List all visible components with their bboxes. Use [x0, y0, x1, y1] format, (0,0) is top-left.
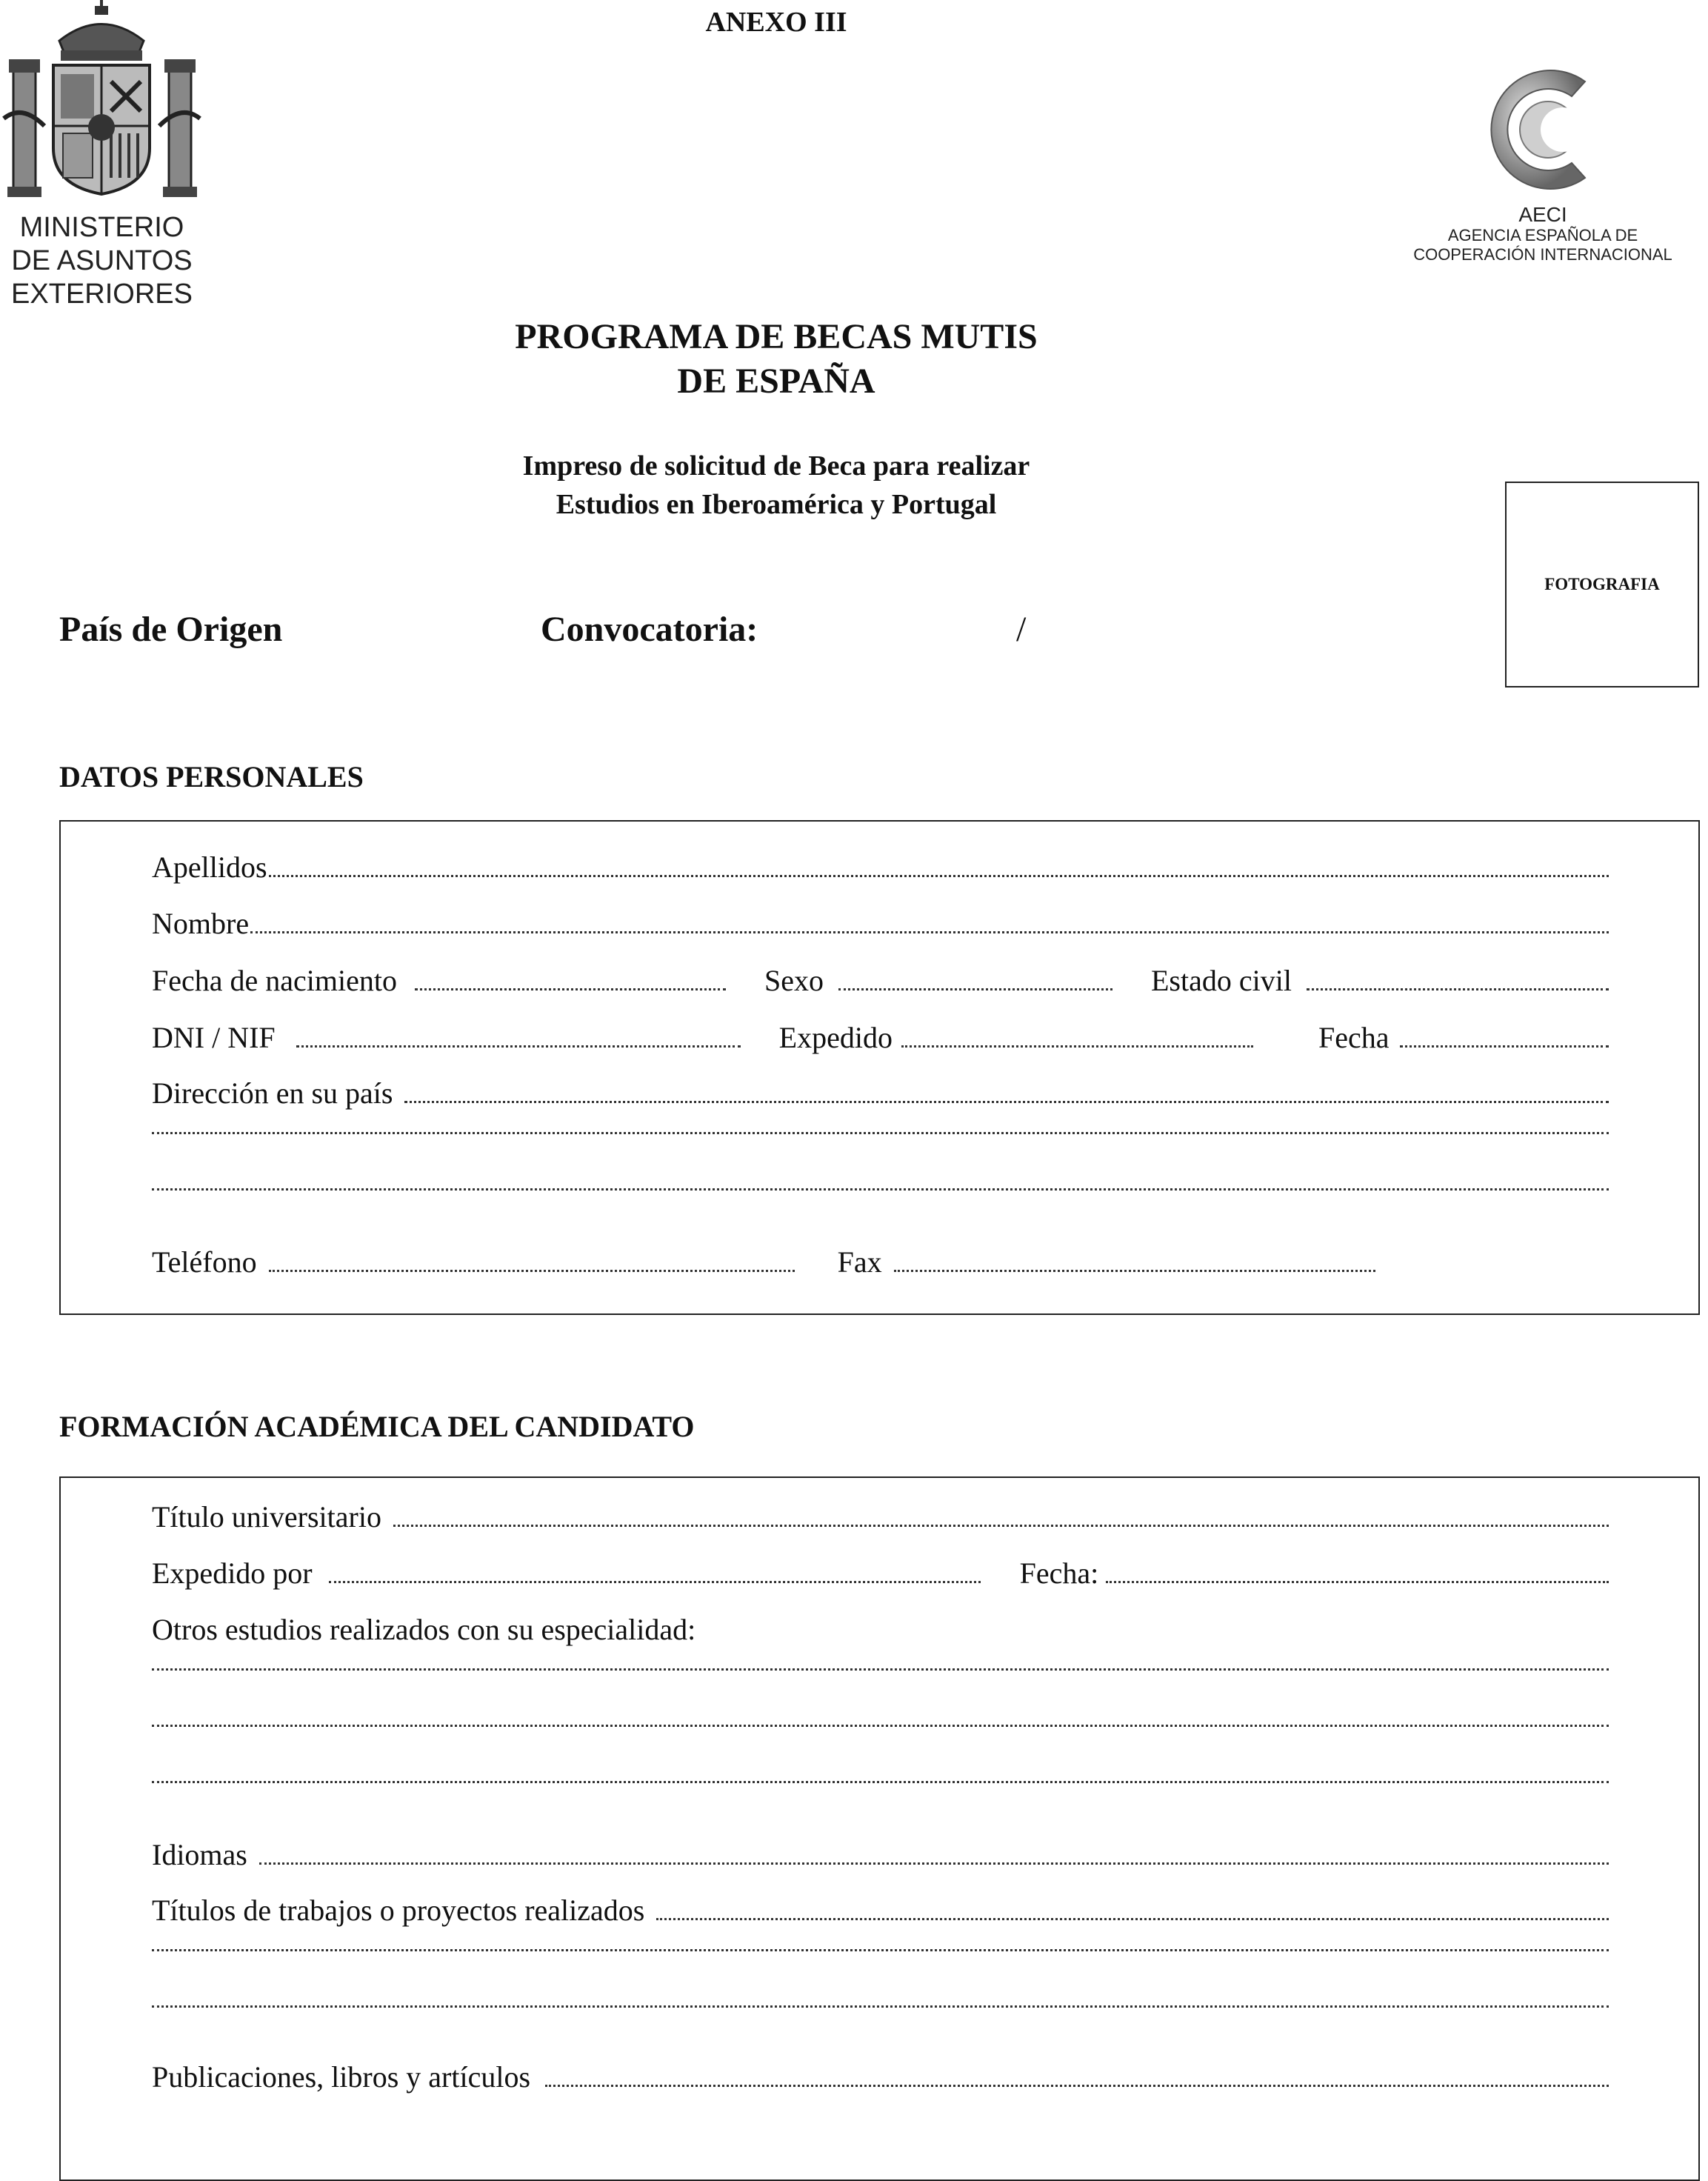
expedido-line[interactable] [901, 1045, 1253, 1048]
trabajos-line-2[interactable] [152, 1949, 1609, 1951]
form-subtitle [0, 447, 1630, 524]
idiomas-label: Idiomas [152, 1838, 247, 1871]
telefono-line[interactable] [269, 1270, 795, 1272]
fecha-nacimiento-label: Fecha de nacimiento [152, 964, 397, 997]
field-publicaciones[interactable] [152, 2060, 1615, 2097]
aeci-line-1: AGENCIA ESPAÑOLA DE [1447, 226, 1638, 244]
trabajos-line-3[interactable] [152, 2005, 1609, 2008]
field-trabajos[interactable] [152, 1893, 1615, 1930]
field-direccion-cont-1[interactable] [152, 1132, 1615, 1169]
field-idiomas[interactable] [152, 1837, 1615, 1874]
field-otros-line-2[interactable] [152, 1725, 1615, 1762]
nombre-label: Nombre [152, 907, 250, 940]
coat-of-arms-icon [0, 0, 204, 204]
convocatoria-slash: / [1016, 610, 1027, 649]
field-direccion[interactable] [152, 1076, 1615, 1113]
fax-line[interactable] [894, 1270, 1375, 1272]
country-of-origin-label: País de Origen [59, 610, 283, 649]
program-title-line-2: DE ESPAÑA [677, 362, 875, 401]
titulo-label: Título universitario [152, 1500, 381, 1534]
otros-estudios-line-2[interactable] [152, 1725, 1609, 1727]
dni-label: DNI / NIF [152, 1021, 276, 1054]
field-row-phone [152, 1245, 1381, 1282]
academic-fecha-label: Fecha: [1019, 1556, 1099, 1590]
ministry-line: DE ASUNTOS [11, 245, 193, 276]
personal-data-box [59, 820, 1700, 1315]
program-title [0, 315, 1630, 404]
academic-heading: FORMACIÓN ACADÉMICA DEL CANDIDATO [59, 1410, 695, 1443]
apellidos-label: Apellidos [152, 850, 267, 884]
dni-line[interactable] [296, 1045, 741, 1048]
field-trabajos-line-3[interactable] [152, 2005, 1615, 2042]
fecha-nacimiento-line[interactable] [415, 988, 726, 990]
convocatoria-label: Convocatoria: [541, 610, 758, 649]
direccion-line-3[interactable] [152, 1188, 1609, 1191]
fax-label: Fax [837, 1245, 882, 1279]
field-otros-line-3[interactable] [152, 1781, 1615, 1818]
field-nombre[interactable] [152, 906, 1615, 943]
fecha-line[interactable] [1400, 1045, 1609, 1048]
photo-box[interactable] [1505, 482, 1699, 687]
apellidos-line[interactable] [269, 875, 1609, 877]
telefono-label: Teléfono [152, 1245, 257, 1279]
field-row-expedido-por [152, 1556, 1615, 1593]
aeci-line-2: COOPERACIÓN INTERNACIONAL [1413, 245, 1672, 264]
otros-estudios-label: Otros estudios realizados con su especialidad: [152, 1613, 696, 1646]
direccion-label: Dirección en su país [152, 1076, 393, 1110]
publicaciones-line[interactable] [545, 2085, 1609, 2087]
photo-label: FOTOGRAFIA [1544, 575, 1660, 593]
aeci-logo-icon [1474, 59, 1607, 200]
field-row-birth [152, 963, 1615, 1000]
trabajos-label: Títulos de trabajos o proyectos realizados [152, 1894, 645, 1927]
estado-civil-line[interactable] [1307, 988, 1609, 990]
direccion-line-2[interactable] [152, 1132, 1609, 1134]
field-apellidos[interactable] [152, 850, 1615, 887]
field-trabajos-line-2[interactable] [152, 1949, 1615, 1986]
expedido-por-line[interactable] [329, 1581, 981, 1583]
sexo-label: Sexo [764, 964, 824, 997]
field-otros-estudios [152, 1612, 1615, 1649]
aeci-name [1378, 204, 1708, 264]
field-titulo[interactable] [152, 1499, 1615, 1536]
field-otros-line-1[interactable] [152, 1668, 1615, 1705]
subtitle-line-1: Impreso de solicitud de Beca para realizar [522, 450, 1030, 482]
annex-label: ANEXO III [705, 7, 847, 38]
direccion-line[interactable] [404, 1101, 1609, 1103]
expedido-label: Expedido [778, 1021, 893, 1054]
expedido-por-label: Expedido por [152, 1556, 313, 1590]
ministry-line: EXTERIORES [11, 279, 193, 310]
field-row-dni [152, 1020, 1615, 1057]
fecha-label: Fecha [1318, 1021, 1390, 1054]
ministry-line: MINISTERIO [19, 212, 184, 243]
titulo-line[interactable] [393, 1525, 1609, 1527]
estado-civil-label: Estado civil [1150, 964, 1292, 997]
field-direccion-cont-2[interactable] [152, 1188, 1615, 1225]
subtitle-line-2: Estudios en Iberoamérica y Portugal [556, 489, 997, 520]
personal-data-heading: DATOS PERSONALES [59, 760, 364, 793]
trabajos-line[interactable] [656, 1918, 1609, 1920]
publicaciones-label: Publicaciones, libros y artículos [152, 2060, 531, 2094]
idiomas-line[interactable] [259, 1862, 1609, 1865]
aeci-acronym: AECI [1518, 203, 1567, 226]
academic-fecha-line[interactable] [1106, 1581, 1609, 1583]
nombre-line[interactable] [250, 931, 1609, 933]
sexo-line[interactable] [838, 988, 1112, 990]
ministry-name [0, 211, 204, 311]
otros-estudios-line-1[interactable] [152, 1668, 1609, 1671]
program-title-line-1: PROGRAMA DE BECAS MUTIS [515, 317, 1038, 356]
otros-estudios-line-3[interactable] [152, 1781, 1609, 1783]
